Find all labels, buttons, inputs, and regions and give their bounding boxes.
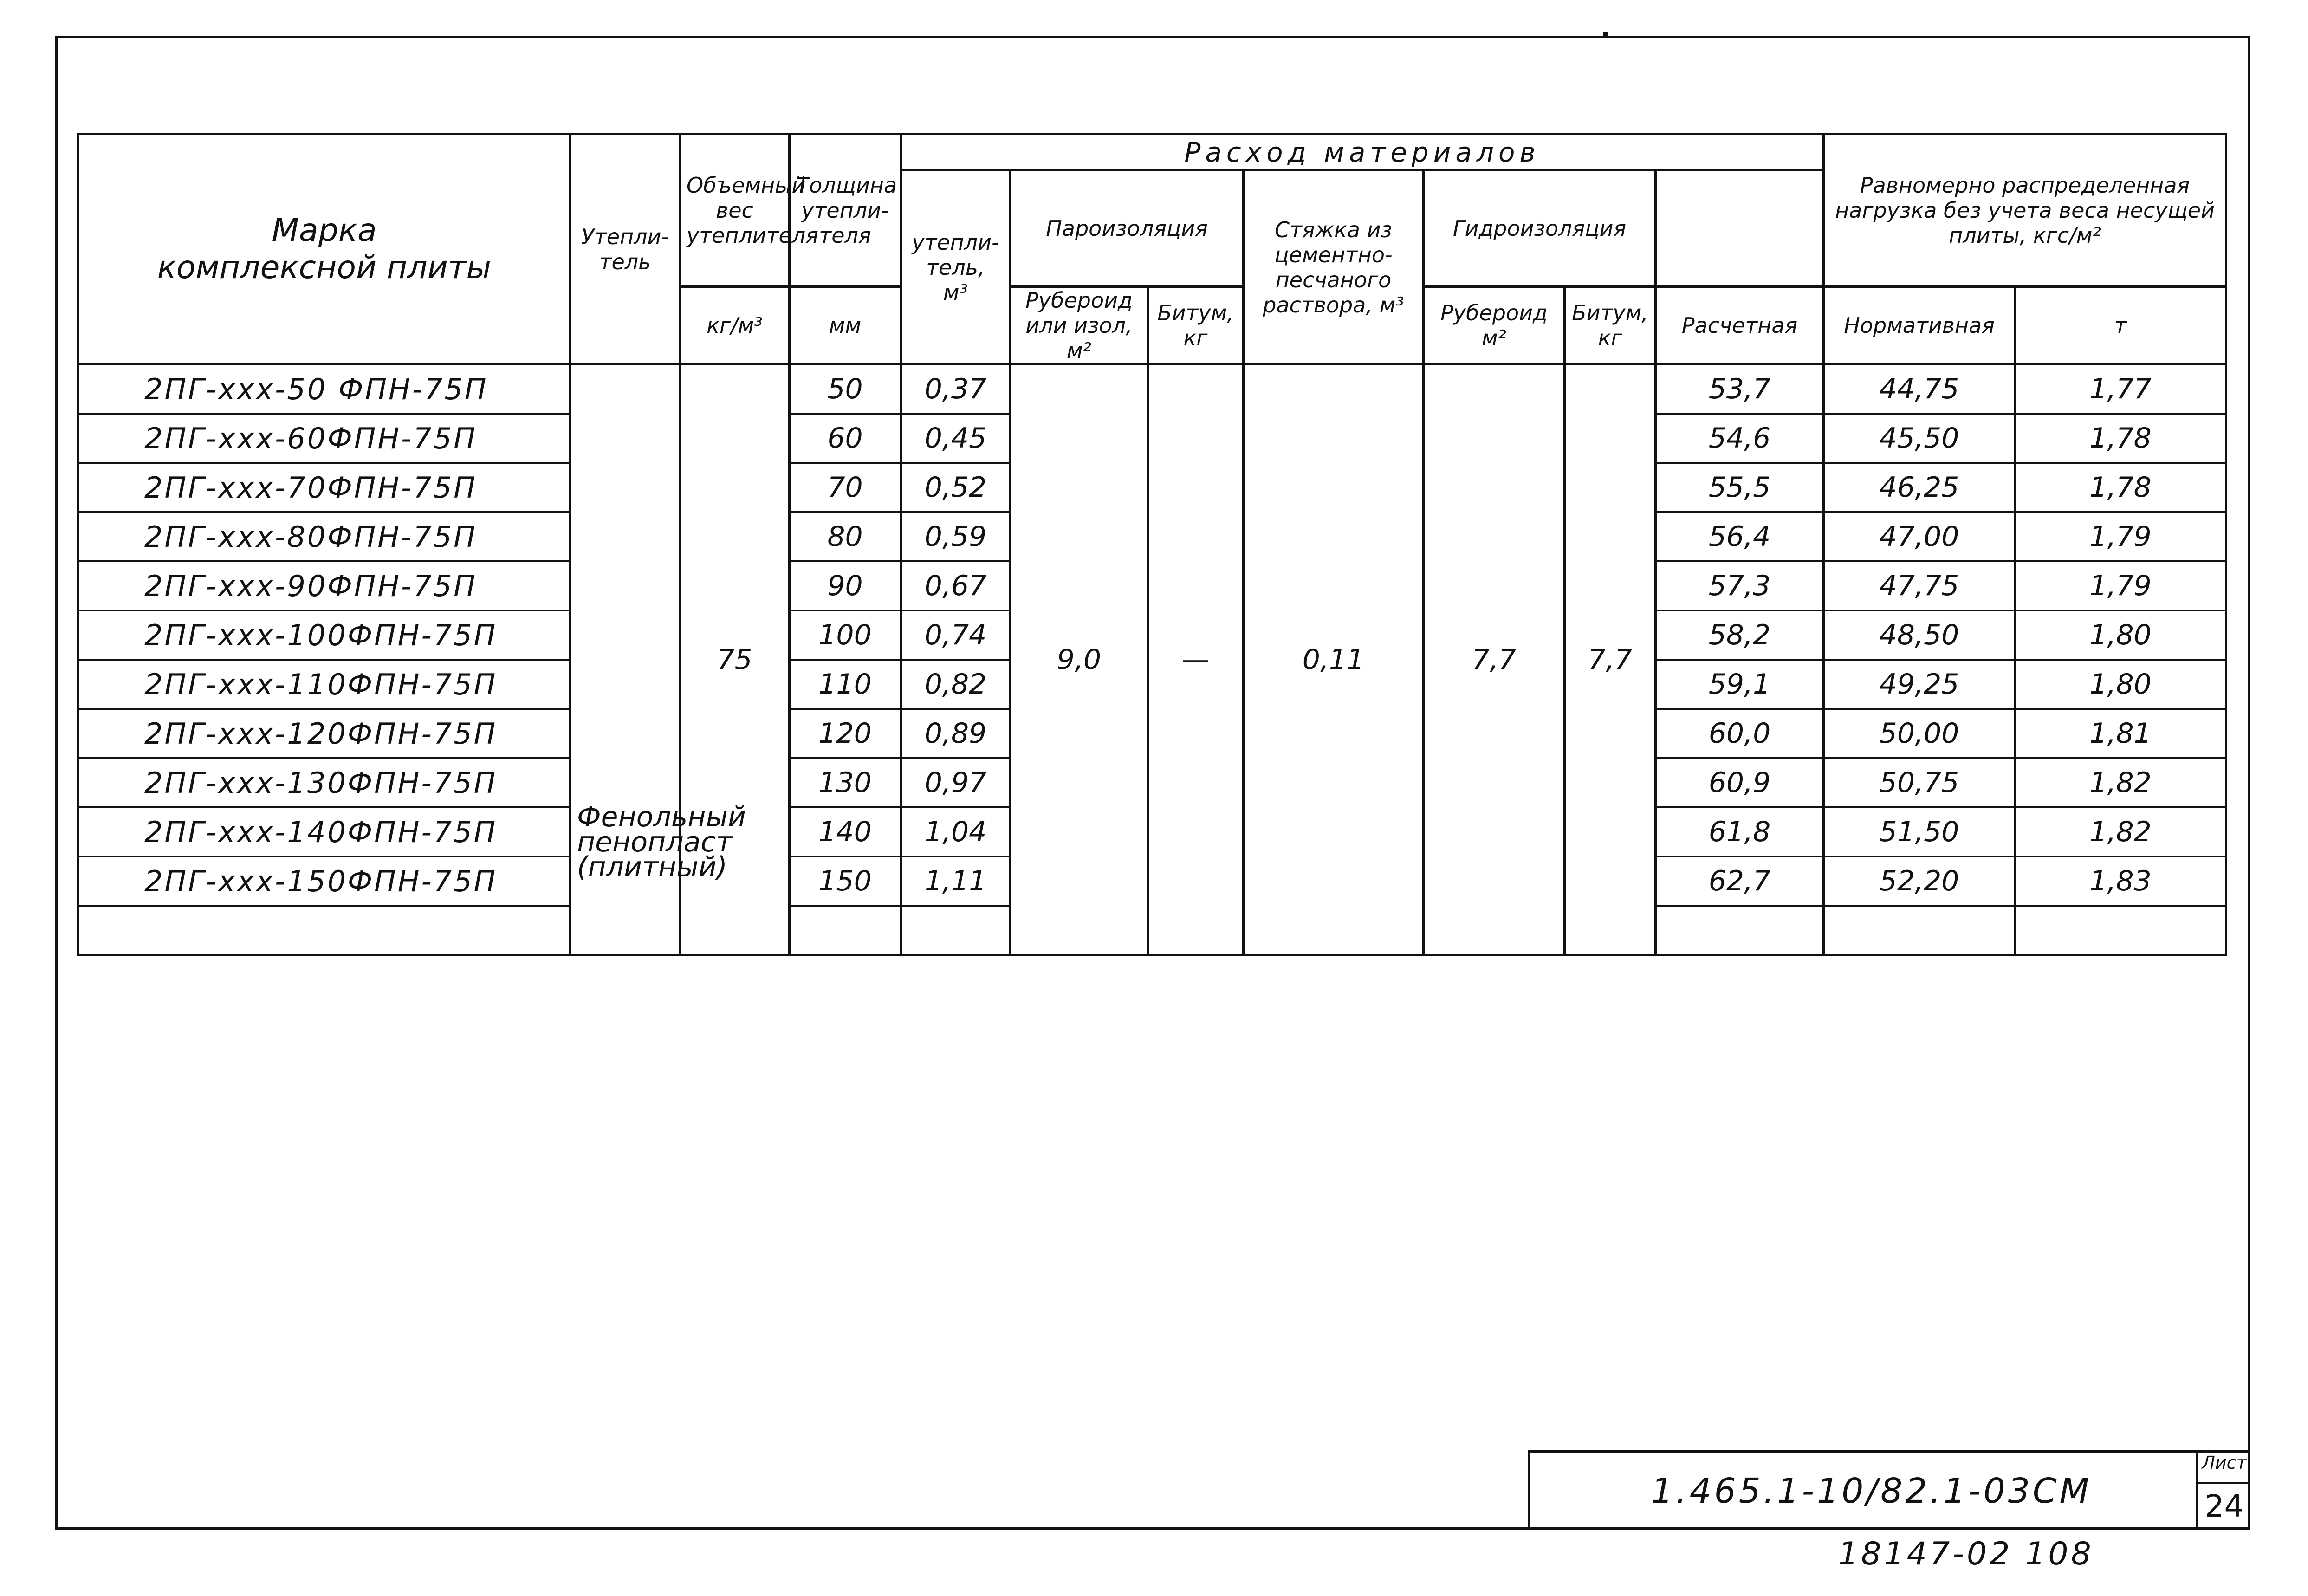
consumption-header: Расход материалов: [901, 134, 1824, 170]
vapor-ruberoid-header: Рубероид или изол, м²: [1011, 287, 1148, 364]
thickness-cell: 110: [790, 660, 901, 709]
mass-cell: 1,78: [2015, 414, 2226, 463]
load-norm-cell: 50,00: [1824, 709, 2015, 758]
insulation-header: Утепли-тель: [571, 134, 680, 364]
load-calc-cell: 59,1: [1656, 660, 1824, 709]
load-calc-cell: 54,6: [1656, 414, 1824, 463]
mark-cell: 2ПГ-ххх-150ФПН-75П: [78, 856, 571, 906]
hydro-bitumen-header: Битум, кг: [1565, 287, 1656, 364]
hydro-ruberoid-header: Рубероид м²: [1424, 287, 1565, 364]
volume-cell: 0,67: [901, 561, 1011, 610]
mass-cell: 1,82: [2015, 758, 2226, 807]
table-row: [78, 364, 2226, 414]
load-norm-cell: 52,20: [1824, 856, 2015, 906]
load-norm-cell: 47,00: [1824, 512, 2015, 561]
load-calc-cell: 57,3: [1656, 561, 1824, 610]
density-header: Объемный вес утеплителя: [680, 134, 790, 287]
load-header: Равномерно распределенная нагрузка без учета веса несущей плиты, кгс/м²: [1824, 134, 2226, 287]
mark-cell: 2ПГ-ххх-100ФПН-75П: [78, 610, 571, 660]
mark-cell: 2ПГ-ххх-70ФПН-75П: [78, 463, 571, 512]
thickness-cell: 60: [790, 414, 901, 463]
thickness-cell: 70: [790, 463, 901, 512]
vapor-header: Пароизоляция: [1011, 170, 1244, 287]
thickness-cell: 140: [790, 807, 901, 856]
load-calc-cell: 55,5: [1656, 463, 1824, 512]
hydro-ruberoid-cell: 7,7: [1424, 364, 1565, 955]
mark-cell: 2ПГ-ххх-140ФПН-75П: [78, 807, 571, 856]
density-cell: 75: [680, 364, 790, 955]
sheet-label: Лист: [2198, 1453, 2250, 1484]
load-calc-cell: 60,0: [1656, 709, 1824, 758]
hydro-header: Гидроизоляция: [1424, 170, 1656, 287]
load-norm-cell: 45,50: [1824, 414, 2015, 463]
ins-volume-header: утепли-тель, м³: [901, 170, 1011, 364]
volume-cell: 0,52: [901, 463, 1011, 512]
mass-cell: 1,83: [2015, 856, 2226, 906]
sheet-box: [2196, 1453, 2250, 1530]
archive-number: 18147-02 108: [1838, 1536, 2094, 1572]
volume-cell: 0,59: [901, 512, 1011, 561]
mass-cell: 1,81: [2015, 709, 2226, 758]
volume-cell: 0,37: [901, 364, 1011, 414]
volume-cell: 0,82: [901, 660, 1011, 709]
load-norm-cell: 44,75: [1824, 364, 2015, 414]
mark-header: Марка комплексной плиты: [78, 134, 571, 364]
mass-cell: 1,80: [2015, 660, 2226, 709]
load-calc-cell: 58,2: [1656, 610, 1824, 660]
load-calc-cell: 56,4: [1656, 512, 1824, 561]
thickness-cell: 100: [790, 610, 901, 660]
document-code: 1.465.1-10/82.1-03СМ: [1651, 1471, 2092, 1511]
load-norm-cell: 49,25: [1824, 660, 2015, 709]
title-block: [1528, 1450, 2250, 1530]
load-calc-cell: 60,9: [1656, 758, 1824, 807]
empty-cell: [78, 906, 571, 955]
thickness-cell: 150: [790, 856, 901, 906]
mark-cell: 2ПГ-ххх-120ФПН-75П: [78, 709, 571, 758]
empty-cell: [2015, 906, 2226, 955]
empty-cell: [790, 906, 901, 955]
mass-cell: 1,82: [2015, 807, 2226, 856]
mass-unit: т: [2015, 287, 2226, 364]
center-mark: [1603, 32, 1608, 37]
mark-cell: 2ПГ-ххх-90ФПН-75П: [78, 561, 571, 610]
load-norm-cell: 46,25: [1824, 463, 2015, 512]
mass-cell: 1,78: [2015, 463, 2226, 512]
vapor-bitumen-cell: —: [1148, 364, 1244, 955]
vapor-bitumen-header: Битум, кг: [1148, 287, 1244, 364]
mass-cell: 1,79: [2015, 561, 2226, 610]
load-calc-cell: 61,8: [1656, 807, 1824, 856]
thickness-header: Толщина утепли-теля: [790, 134, 901, 287]
empty-cell: [1824, 906, 2015, 955]
mark-cell: 2ПГ-ххх-110ФПН-75П: [78, 660, 571, 709]
volume-cell: 0,74: [901, 610, 1011, 660]
sheet-number: 24: [2204, 1488, 2244, 1524]
load-calc-cell: 62,7: [1656, 856, 1824, 906]
empty-cell: [901, 906, 1011, 955]
volume-cell: 0,97: [901, 758, 1011, 807]
mark-cell: 2ПГ-ххх-130ФПН-75П: [78, 758, 571, 807]
thickness-unit: мм: [790, 287, 901, 364]
load-norm-cell: 50,75: [1824, 758, 2015, 807]
thickness-cell: 90: [790, 561, 901, 610]
load-calc-cell: 53,7: [1656, 364, 1824, 414]
thickness-cell: 130: [790, 758, 901, 807]
volume-cell: 0,45: [901, 414, 1011, 463]
mark-cell: 2ПГ-ххх-80ФПН-75П: [78, 512, 571, 561]
empty-cell: [1656, 906, 1824, 955]
hydro-bitumen-cell: 7,7: [1565, 364, 1656, 955]
mass-cell: 1,80: [2015, 610, 2226, 660]
volume-cell: 0,89: [901, 709, 1011, 758]
screed-cell: 0,11: [1244, 364, 1424, 955]
load-norm-cell: 51,50: [1824, 807, 2015, 856]
mark-cell: 2ПГ-ххх-50 ФПН-75П: [78, 364, 571, 414]
thickness-cell: 50: [790, 364, 901, 414]
mark-cell: 2ПГ-ххх-60ФПН-75П: [78, 414, 571, 463]
volume-cell: 1,11: [901, 856, 1011, 906]
thickness-cell: 120: [790, 709, 901, 758]
load-norm-cell: 48,50: [1824, 610, 2015, 660]
screed-header: Стяжка из цементно-песчаного раствора, м³: [1244, 170, 1424, 364]
density-unit: кг/м³: [680, 287, 790, 364]
volume-cell: 1,04: [901, 807, 1011, 856]
load-norm-cell: 47,75: [1824, 561, 2015, 610]
insulation-cell: Фенольный пенопласт (плитный): [571, 364, 680, 955]
vapor-ruberoid-cell: 9,0: [1011, 364, 1148, 955]
load-calc-header: Расчетная: [1656, 287, 1824, 364]
load-norm-header: Нормативная: [1824, 287, 2015, 364]
materials-table: [77, 133, 2227, 956]
mass-cell: 1,77: [2015, 364, 2226, 414]
thickness-cell: 80: [790, 512, 901, 561]
mass-cell: 1,79: [2015, 512, 2226, 561]
